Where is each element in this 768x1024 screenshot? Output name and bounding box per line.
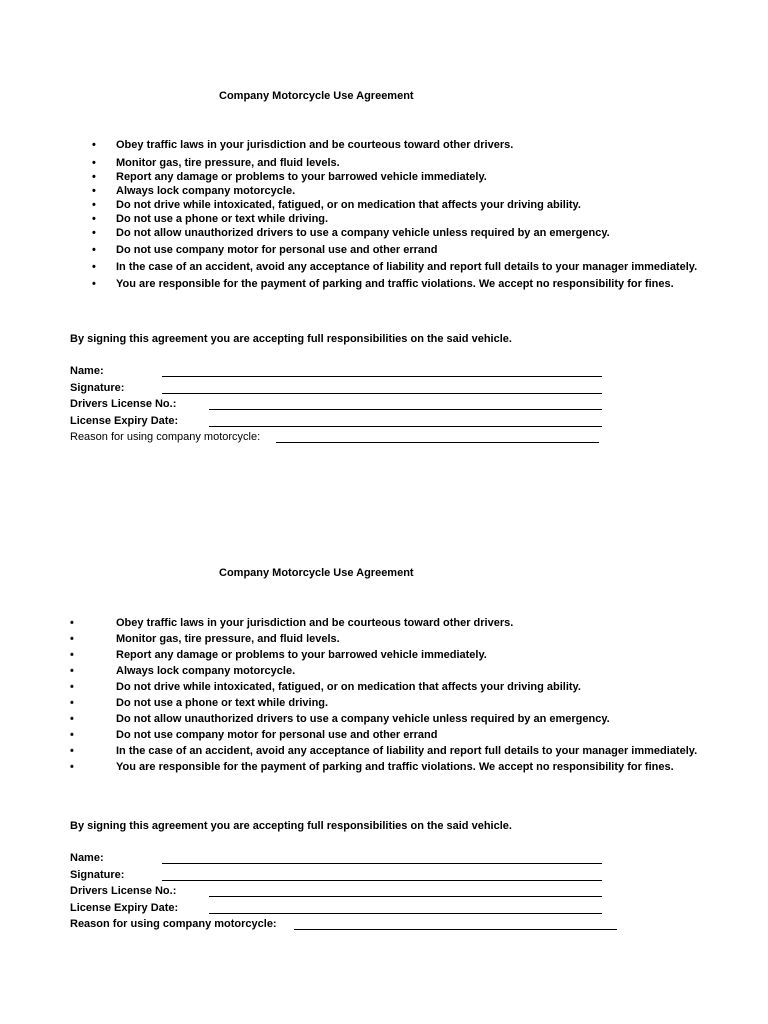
rule-text: Always lock company motorcycle. bbox=[116, 665, 296, 677]
bullet-icon: • bbox=[92, 139, 96, 151]
rule-text: Report any damage or problems to your barrowed vehicle immediately. bbox=[116, 171, 487, 183]
signature-form bbox=[70, 365, 630, 448]
agreement-title: Company Motorcycle Use Agreement bbox=[219, 567, 414, 579]
reason-field bbox=[70, 918, 630, 935]
reason-input-line[interactable] bbox=[276, 442, 599, 443]
bullet-icon: • bbox=[70, 665, 74, 677]
rule-item bbox=[70, 244, 700, 256]
bullet-icon: • bbox=[70, 713, 74, 725]
rule-item bbox=[70, 139, 700, 151]
license-expiry-input-line[interactable] bbox=[209, 426, 602, 427]
bullet-icon: • bbox=[70, 681, 74, 693]
name-label: Name: bbox=[70, 365, 104, 377]
rule-item bbox=[70, 665, 700, 677]
reason-label: Reason for using company motorcycle: bbox=[70, 431, 261, 443]
bullet-icon: • bbox=[92, 171, 96, 183]
rule-item bbox=[70, 745, 700, 757]
rule-text: Do not drive while intoxicated, fatigued, or on medication that affects your driving ability. bbox=[116, 199, 581, 211]
rule-item bbox=[70, 199, 700, 211]
rule-item bbox=[70, 633, 700, 645]
name-label: Name: bbox=[70, 852, 104, 864]
license-expiry-field bbox=[70, 902, 630, 919]
bullet-icon: • bbox=[92, 185, 96, 197]
rule-text: Do not use a phone or text while driving. bbox=[116, 697, 329, 709]
rule-text: Do not use company motor for personal use and other errand bbox=[116, 244, 438, 256]
rule-item bbox=[70, 697, 700, 709]
rule-text: Do not allow unauthorized drivers to use a company vehicle unless required by an emergency. bbox=[116, 227, 610, 239]
rule-item bbox=[70, 649, 700, 661]
rule-item bbox=[70, 729, 700, 741]
bullet-icon: • bbox=[92, 244, 96, 256]
signature-field bbox=[70, 869, 630, 886]
license-expiry-input-line[interactable] bbox=[209, 913, 602, 914]
rule-text: Monitor gas, tire pressure, and fluid levels. bbox=[116, 633, 340, 645]
rule-item bbox=[70, 171, 700, 183]
rule-text: Do not use a phone or text while driving. bbox=[116, 213, 329, 225]
rule-text: Obey traffic laws in your jurisdiction and be courteous toward other drivers. bbox=[116, 139, 514, 151]
name-input-line[interactable] bbox=[162, 863, 602, 864]
signature-field bbox=[70, 382, 630, 399]
license-no-label: Drivers License No.: bbox=[70, 398, 177, 410]
signature-label: Signature: bbox=[70, 868, 125, 881]
rule-item bbox=[70, 157, 700, 169]
rule-item bbox=[70, 617, 700, 629]
license-expiry-field bbox=[70, 415, 630, 432]
name-field bbox=[70, 852, 630, 869]
bullet-icon: • bbox=[92, 261, 96, 273]
rule-item bbox=[70, 761, 700, 773]
rules-list bbox=[70, 617, 700, 773]
bullet-icon: • bbox=[92, 157, 96, 169]
rule-item bbox=[70, 261, 700, 273]
reason-field bbox=[70, 431, 630, 448]
signing-statement: By signing this agreement you are accepting full responsibilities on the said vehicle. bbox=[70, 820, 512, 832]
rule-item bbox=[70, 213, 700, 225]
bullet-icon: • bbox=[70, 617, 74, 629]
rule-text: Do not use company motor for personal use and other errand bbox=[116, 729, 438, 741]
signing-statement: By signing this agreement you are accepting full responsibilities on the said vehicle. bbox=[70, 333, 512, 345]
license-expiry-label: License Expiry Date: bbox=[70, 901, 179, 914]
bullet-icon: • bbox=[92, 278, 96, 290]
rules-list bbox=[70, 139, 700, 290]
rule-text: Always lock company motorcycle. bbox=[116, 185, 296, 197]
bullet-icon: • bbox=[70, 633, 74, 645]
rule-item bbox=[70, 278, 700, 290]
license-no-input-line[interactable] bbox=[209, 409, 602, 410]
reason-label: Reason for using company motorcycle: bbox=[70, 918, 277, 930]
name-input-line[interactable] bbox=[162, 376, 602, 377]
rule-text: Do not drive while intoxicated, fatigued, or on medication that affects your driving ability. bbox=[116, 681, 581, 693]
bullet-icon: • bbox=[70, 697, 74, 709]
bullet-icon: • bbox=[92, 227, 96, 239]
bullet-icon: • bbox=[70, 745, 74, 757]
bullet-icon: • bbox=[92, 213, 96, 225]
signature-input-line[interactable] bbox=[162, 880, 602, 881]
signature-input-line[interactable] bbox=[162, 393, 602, 394]
rule-text: Obey traffic laws in your jurisdiction and be courteous toward other drivers. bbox=[116, 617, 514, 629]
rule-item bbox=[70, 185, 700, 197]
license-no-field bbox=[70, 398, 630, 415]
rule-item bbox=[70, 713, 700, 725]
rule-text: Monitor gas, tire pressure, and fluid levels. bbox=[116, 157, 340, 169]
license-no-input-line[interactable] bbox=[209, 896, 602, 897]
bullet-icon: • bbox=[70, 729, 74, 741]
rule-text: You are responsible for the payment of parking and traffic violations. We accept no responsibility for fines. bbox=[116, 278, 674, 290]
rule-text: In the case of an accident, avoid any acceptance of liability and report full details to your manager immediately. bbox=[116, 745, 698, 757]
rule-text: In the case of an accident, avoid any acceptance of liability and report full details to your manager immediately. bbox=[116, 261, 698, 273]
bullet-icon: • bbox=[70, 761, 74, 773]
signature-form bbox=[70, 852, 630, 935]
rule-text: Do not allow unauthorized drivers to use a company vehicle unless required by an emergency. bbox=[116, 713, 610, 725]
bullet-icon: • bbox=[92, 199, 96, 211]
name-field bbox=[70, 365, 630, 382]
reason-input-line[interactable] bbox=[294, 929, 617, 930]
license-no-field bbox=[70, 885, 630, 902]
rule-text: Report any damage or problems to your barrowed vehicle immediately. bbox=[116, 649, 487, 661]
rule-text: You are responsible for the payment of parking and traffic violations. We accept no responsibility for fines. bbox=[116, 761, 674, 773]
rule-item bbox=[70, 681, 700, 693]
signature-label: Signature: bbox=[70, 381, 125, 394]
bullet-icon: • bbox=[70, 649, 74, 661]
rule-item bbox=[70, 227, 700, 239]
license-no-label: Drivers License No.: bbox=[70, 885, 177, 897]
agreement-title: Company Motorcycle Use Agreement bbox=[219, 90, 414, 102]
license-expiry-label: License Expiry Date: bbox=[70, 414, 179, 427]
